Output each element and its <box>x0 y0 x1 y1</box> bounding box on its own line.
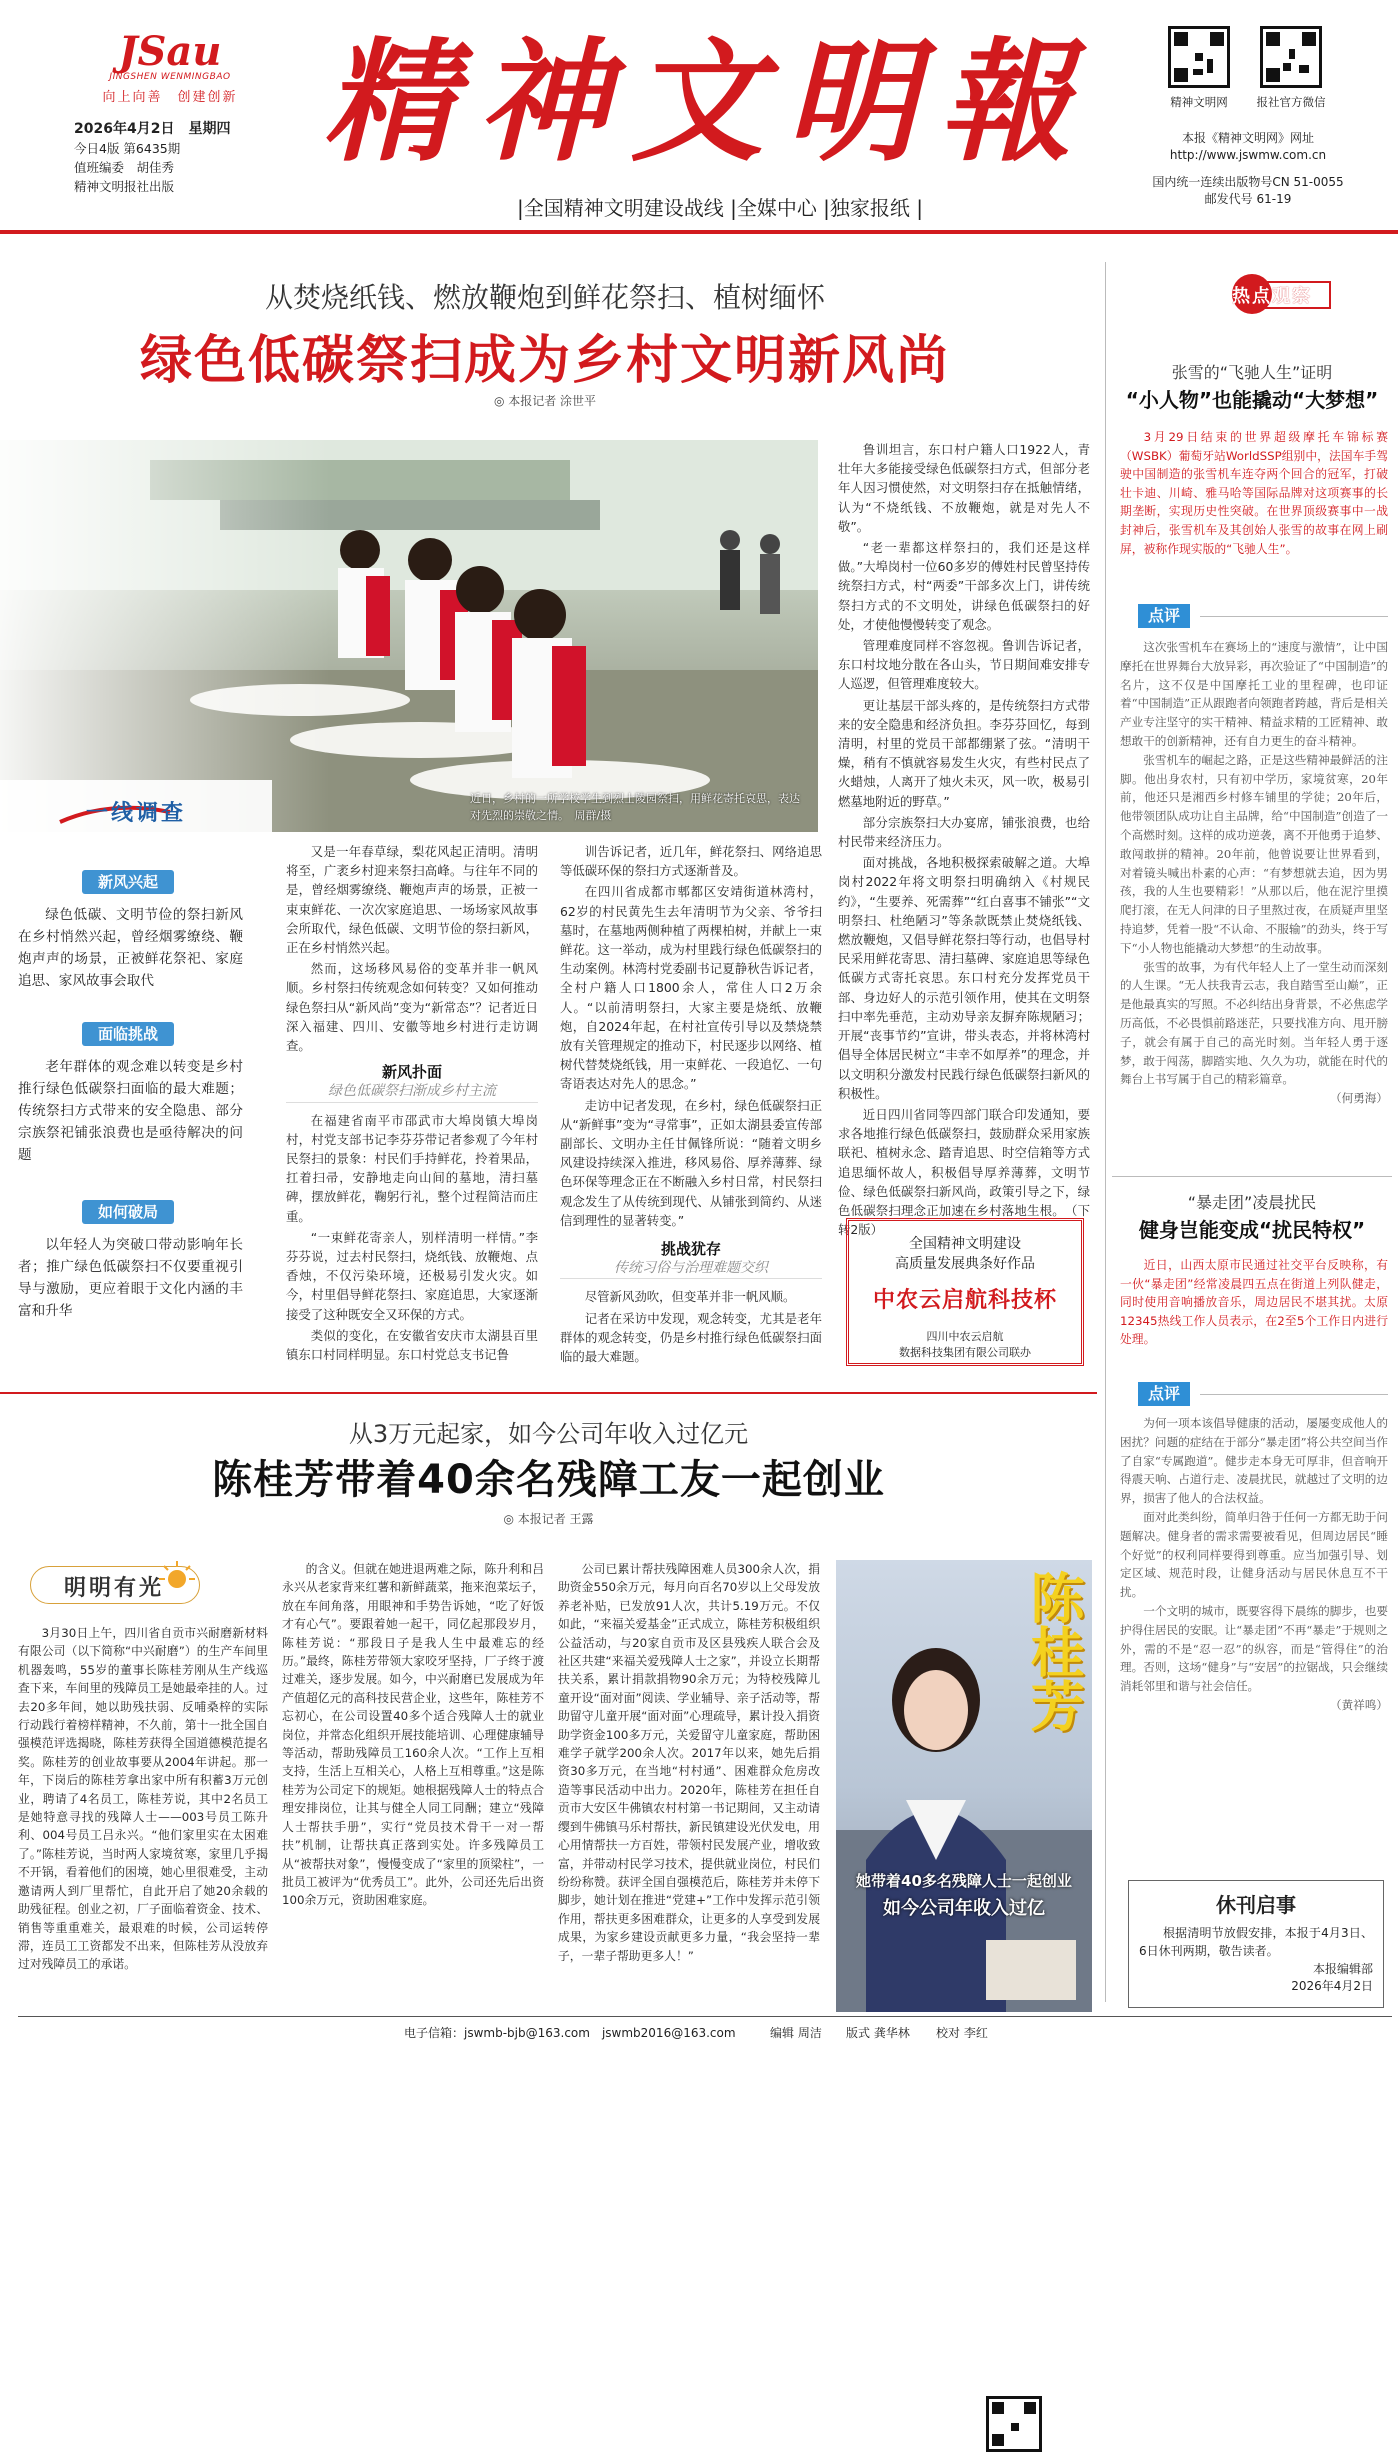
box1-text: 绿色低碳、文明节俭的祭扫新风在乡村悄然兴起，曾经烟雾缭绕、鞭炮声声的场景，正被鲜花祭祀、家庭追思、家风故事会取代 <box>18 907 243 989</box>
sec2-title: 挑战犹存 <box>660 1240 721 1259</box>
paragraph: “老一辈都这样祭扫的，我们还是这样做。”大埠岗村一位60多岁的傅姓村民曾坚持传统祭扫方式，村“两委”干部多次上门，讲传统祭扫方式的不文明处，讲绿色低碳祭扫的好处，才使他慢慢转变了观念。 <box>838 540 1090 632</box>
sponsor-box <box>846 1218 1084 1366</box>
lead-byline: ◎ 本报记者 涂世平 <box>493 394 597 408</box>
sponsor-line2: 高质量发展典条好作品 <box>895 1256 1035 1272</box>
lead-headline: 绿色低碳祭扫成为乡村文明新风尚 <box>139 331 950 391</box>
lead-col-c <box>838 440 1090 1238</box>
qr-code-icon <box>1168 26 1230 88</box>
paragraph: 张雪的故事，为有代年轻人上了一堂生动而深刻的人生课。“无人扶我青云志，我自踏雪至山巅”，正是他最真实的写照。不必纠结出身背景，不必焦虑学历高低，不必畏惧前路迷茫，只要找准方向、甩开膀子，就会有属于自己的高光时刻。当年轻人勇于逐梦，敢于闯荡，脚踏实地、久久为功，就能在时代的舞台上书写属于自己的精彩篇章。 <box>1120 959 1388 1087</box>
sponsor-line1: 全国精神文明建设 <box>909 1236 1021 1252</box>
footer-proofreader: 校对 李红 <box>936 2026 988 2040</box>
notice-box <box>1128 1880 1384 2008</box>
hot-watch-label: 热点观察 <box>1232 286 1312 307</box>
paragraph: “一束鲜花寄亲人，别样清明一样情。”李芬芬说，过去村民祭扫，烧纸钱、放鞭炮、点香烛，不仅污染环境，还极易引发火灾。如今，村里倡导鲜花祭扫、家庭追思，大家逐渐接受了这种既安全又环保的方式。 <box>286 1229 538 1322</box>
ming-tag-label: 明明有光 <box>63 1575 164 1601</box>
qr-wechat-label: 报社官方微信 <box>1256 95 1326 109</box>
second-col-3: 公司已累计帮扶残障困难人员300余人次，捐助资金550余万元，每月向百名70岁以上父母发放养老补贴，已发放91人次，共计5.19万元。不仅如此，“来福关爱基金”正式成立，陈桂芳积极组织公益活动，与20家自贡市及区县残疾人联合会及社区共建“来福关爱残障人士之家”，并设立长期帮扶关系，累计捐款捐物90余万元；为特校残障儿童开设“面对面”阅读、学业辅导、亲子活动等，帮助留守儿童开展“面对面”心理疏导，累计投入捐资助学资金100多万元，关爱留守儿童家庭，帮助困难学子就学200余人次。2017年以来，她先后捐资30多万元，在当地“村村通”、困难群众危房改造等事民活动中出力。2020年，陈桂芳在担任自贡市大安区牛佛镇农村村第一书记期间，又主动请缨到牛佛镇马乐村帮扶，新民镇建设光伏发电，用心用情帮扶一方百姓，带领村民发展产业，增收致富，并带动村民学习技术，提供就业岗位，村民们纷纷称赞。获评全国自强模范后，陈桂芳并未停下脚步，她计划在推进“党建+”工作中发挥示范引领作用，帮扶更多困难群众，让更多的人享受到发展成果，为家乡建设贡献更多力量，“我会坚持一辈子，一辈子帮助更多人！” <box>558 1562 820 1963</box>
topic2-kicker: “暴走团”凌晨扰民 <box>1187 1193 1317 1212</box>
logo <box>80 28 260 105</box>
box2-text: 老年群体的观念难以转变是乡村推行绿色低碳祭扫面临的最大难题；传统祭扫方式带来的安全隐患、部分宗族祭祀铺张浪费也是亟待解决的问题 <box>18 1059 243 1163</box>
top-nav: |全国精神文明建设战线 |全媒中心 |独家报纸 | <box>516 196 924 220</box>
paragraph: 记者在采访中发现，观念转变，尤其是老年群体的观念转变，仍是乡村推行绿色低碳祭扫面临的最大难题。 <box>560 1310 822 1365</box>
comment-2-author: （黄祥鸣） <box>1330 1697 1388 1712</box>
comment-2 <box>1120 1414 1388 1870</box>
sidebar-tag-label: 一线调查 <box>85 800 186 826</box>
cn-number: 国内统一连续出版物号CN 51-0055 <box>1152 175 1344 189</box>
sidebar-tag <box>50 792 220 832</box>
sec1-title: 新风扑面 <box>381 1063 442 1082</box>
newspaper-title: 精神文明報 <box>323 25 1093 180</box>
notice-body: 根据清明节放假安排，本报于4月3日、6日休刊两期，敬告读者。 <box>1139 1926 1373 1958</box>
paragraph: 管理难度同样不容忽视。鲁训告诉记者，东口村坟地分散在各山头，节日期间难安排专人巡逻，但管理难度较大。 <box>838 638 1090 692</box>
qr-code-icon <box>1260 26 1322 88</box>
paragraph: 在福建省南平市邵武市大埠岗镇大埠岗村，村党支部书记李芬芬带记者参观了今年村民祭扫的景象：村民们手持鲜花，拎着果品，扛着扫帚，安静地走向山间的墓地，清扫墓碑，摆放鲜花，鞠躬行礼，整个过程简洁而庄重。 <box>286 1112 538 1224</box>
second-kicker: 从3万元起家，如今公司年收入过亿元 <box>348 1420 749 1448</box>
paragraph: 又是一年春草绿，梨花风起正清明。清明将至，广袤乡村迎来祭扫高峰。与往年不同的是，曾经烟雾缭绕、鞭炮声声的场景，正被一束束鲜花、一次次家庭追思、一场场家风故事会所取代，绿色低碳、文明节俭的祭扫新风，正在乡村悄然兴起。 <box>286 844 538 956</box>
second-headline: 陈桂芳带着40余名残障工友一起创业 <box>212 1457 885 1503</box>
sponsor-org1: 四川中农云启航 <box>926 1330 1004 1343</box>
vertical-divider <box>1105 262 1106 2002</box>
qr-web <box>1163 26 1235 110</box>
box1-title: 新风兴起 <box>82 870 174 894</box>
footer <box>0 2022 1398 2044</box>
photo-name: 陈桂芳 <box>1022 1570 1086 1732</box>
sec1-quote: 绿色低碳祭扫渐成乡村主流 <box>286 1082 538 1102</box>
second-col-1: 3月30日上午，四川省自贡市兴耐磨新材料有限公司（以下简称“中兴耐磨”）的生产车间里机器轰鸣，55岁的董事长陈桂芳刚从生产线巡查下来，车间里的残障员工是她最牵挂的人。过去20多年间，她以助残扶弱、反哺桑梓的实际行动践行着榜样精神，不久前，第十一批全国自强模范评选揭晓，陈桂芳获得全国道德模范提名奖。陈桂芳的创业故事要从2004年讲起。那一年，下岗后的陈桂芳拿出家中所有积蓄3万元创业，聘请了4名员工，陈桂芳说，其中2名员工是她特意寻找的残障人士——003号员工陈升利、004号员工吕永兴。“他们家里实在太困难了。”陈桂芳说，当时两人家境贫寒，家里几乎揭不开锅，看着他们的困境，她心里很难受，主动邀请两人到厂里帮忙，自此开启了她20余载的助残征程。创业之初，厂子面临着资金、技术、销售等重重难关，最艰难的时候，公司运转停滞，连员工工资都发不出来，但陈桂芳从没放弃过对残障员工的承诺。 <box>18 1626 268 1972</box>
post-code: 邮发代号 61-19 <box>1204 192 1292 206</box>
paragraph: 张雪机车的崛起之路，正是这些精神最鲜活的注脚。他出身农村，只有初中学历，家境贫寒，20年前，他还只是湘西乡村修车铺里的学徒；20年后，他带领团队成功让自主品牌，给“中国制造”创造了一个高燃时刻。这样的成功逆袭，离不开他勇于追梦、敢闯敢拼的精神。20年前，他曾说要让世界看到，对着镜头喊出朴素的心声：“有梦想就去追，因为男孩，我的人生也要精彩！”从那以后，他在泥泞里摸爬打滚，在无人问津的日子里熬过夜，在质疑声里坚持追梦，凭着一股“不认命、不服输”的劲头，终于写下“小人物也能撬动大梦想”的生动故事。 <box>1120 752 1388 955</box>
paragraph: 尽管新风劲吹，但变革并非一帆风顺。 <box>584 1289 796 1305</box>
masthead <box>0 0 1398 232</box>
paragraph: 走访中记者发现，在乡村，绿色低碳祭扫正从“新鲜事”变为“寻常事”，正如太湖县委宣传部副部长、文明办主任甘佩锋所说：“随着文明乡风建设持续深入推进，移风易俗、厚养薄葬、绿色环保等理念正在不断融入乡村日常，村民祭扫观念发生了从传统到现代、从铺张到简约、从迷信到理性的显著转变。” <box>560 1097 822 1228</box>
issue-info <box>74 120 284 196</box>
paragraph: 更让基层干部头疼的，是传统祭扫方式带来的安全隐患和经济负担。李芬芬回忆，每到清明，村里的党员干部都绷紧了弦。“清明干燥，稍有不慎就容易发生火灾，有些村民点了火蜡烛，人离开了烛火未灭，风一吹，极易引燃墓地附近的野草。” <box>838 697 1090 809</box>
paragraph: 在四川省成都市郫都区安靖街道林湾村，62岁的村民黄先生去年清明节为父亲、爷爷扫墓时，在墓地两侧种植了两棵柏树，并献上一束鲜花。这一举动，成为村里践行绿色低碳祭扫的生动案例。林湾村党委副书记夏静秋告诉记者，全村户籍人口1800余人，常住人口2万余人。“以前清明祭扫，大家主要是烧纸、放鞭炮，自2024年起，在村社宣传引导以及禁烧禁放有关管理规定的推动下，村民逐步以网络、植树代替焚烧纸钱，用一束鲜花、一段追忆、一句寄语表达对先人的思念。” <box>560 884 822 1092</box>
footer-designer: 版式 龚华林 <box>846 2026 910 2040</box>
issue-date: 2026年4月2日 星期四 <box>74 121 231 137</box>
paragraph: 面对此类纠纷，简单归咎于任何一方都无助于问题解决。健身者的需求需要被看见，但周边居民“睡个好觉”的权利同样要得到尊重。应当加强引导、划定区域、规范时段，让健身活动与居民休息互不干扰。 <box>1120 1509 1388 1600</box>
topic1-body: 3月29日结束的世界超级摩托车锦标赛（WSBK）葡萄牙站WorldSSP组别中，法国车手驾驶中国制造的张雪机车连夺两个回合的冠军，打破壮卡迪、川崎、雅马哈等国际品牌对这项赛事的长期垄断，实现历史性突破。在世界顶级赛事中一战封神后，张雪机车及其创始人张雪的故事在网上刷屏，被称作现实版的“飞驰人生”。 <box>1120 430 1388 556</box>
footer-rule <box>18 2016 1392 2017</box>
topic2-body: 近日，山西太原市民通过社交平台反映称，有一伙“暴走团”经常凌晨四五点在街道上列队健走，同时使用音响播放音乐，周边居民不堪其扰。太原12345热线工作人员表示，在2至5个工作日内进行处理。 <box>1120 1258 1388 1347</box>
masthead-rule <box>0 230 1398 234</box>
second-byline: ◎ 本报记者 王露 <box>503 1512 594 1526</box>
comment-tag-1-rule <box>1200 616 1388 617</box>
paragraph: 面对挑战，各地积极探索破解之道。大埠岗村2022年将文明祭扫明确纳入《村规民约》，“生要养、死需葬”“红白喜事不铺张”“文明祭扫、杜绝陋习”等条款既禁止焚烧纸钱、燃放鞭炮，又倡导鲜花祭扫等行动，也倡导村民采用鲜花寄思、清扫墓碑、家庭追思等绿色低碳方式寄托哀思。东口村充分发挥党员干部、身边好人的示范引领作用，使其在文明祭扫中率先垂范，主动劝导亲友摒弃陈规陋习；开展“丧事节约”宣讲，带头表态，并将林湾村倡导全体居民树立“丰幸不如厚养”的理念，并以文明积分激发村民践行绿色低碳祭扫新风的积极性。 <box>838 855 1090 1101</box>
publisher: 精神文明报社出版 <box>74 179 175 194</box>
box3-title: 如何破局 <box>82 1200 174 1224</box>
qr-code-icon <box>986 2396 1042 2452</box>
paragraph: 类似的变化，在安徽省安庆市太湖县百里镇东口村同样明显。东口村党总支书记鲁 <box>286 1327 538 1363</box>
ming-tag <box>30 1566 200 1604</box>
paragraph: 训告诉记者，近几年，鲜花祭扫、网络追思等低碳环保的祭扫方式逐渐普及。 <box>560 844 822 879</box>
second-col-2: 的含义。但就在她进退两难之际，陈升利和吕永兴从老家背来红薯和新鲜蔬菜，拖来泡菜坛子，放在车间角落，用眼神和手势告诉她，“吃了好饭才有心气”。要跟着她一起干，同亿起那段岁月，陈桂芳说：“那段日子是我人生中最难忘的经历。”最终，陈桂芳带领大家咬牙坚持，厂子终于渡过难关，逐步发展。如今，中兴耐磨已发展成为年产值超亿元的高科技民营企业，这些年，陈桂芳不忘初心，在公司设置40多个适合残障人士的就业岗位，并常态化组织开展技能培训、心理健康辅导等活动，帮助残障员工160余人次。“工作上互相支持，生活上互相关心，人格上互相尊重。”这是陈桂芳为公司定下的规矩。她根据残障人士的特点合理安排岗位，让其与健全人同工同酬；建立“残障人士帮扶手册”，实行“党员技术骨干一对一帮扶”机制，让帮扶真正落到实处。许多残障员工从“被帮扶对象”，慢慢变成了“家里的顶梁柱”，一批员工被评为“优秀员工”。此外，公司还先后出资100余万元，资助困难家庭。 <box>282 1562 544 1908</box>
issue-number: 今日4版 第6435期 <box>74 141 181 156</box>
footer-email: 电子信箱：jswmb-bjb@163.com jswmb2016@163.com <box>404 2026 736 2040</box>
paragraph: 近日四川省同等四部门联合印发通知，要求各地推行绿色低碳祭扫，鼓励群众采用家族联祀、植树永念、踏青追思、时空信箱等方式追思缅怀故人，积极倡导厚养薄葬，文明节俭、绿色低碳祭扫新风尚，政策引导之下，绿色低碳祭扫理念正加速在乡村落地生根。 （下转2版） <box>838 1106 1090 1238</box>
notice-sign: 本报编辑部 <box>1312 1962 1373 1976</box>
photo-scene <box>0 440 818 832</box>
paragraph: 然而，这场移风易俗的变革并非一帆风顺。乡村祭扫传统观念如何转变？又如何推动绿色祭扫从“新风尚”变为“新常态”？记者近日深入福建、四川、安徽等地乡村进行走访调查。 <box>286 961 538 1054</box>
site-info <box>1128 130 1368 164</box>
comment-tag-1: 点评 <box>1138 604 1190 628</box>
paragraph: 为何一项本该倡导健康的活动，屡屡变成他人的困扰？问题的症结在于部分“暴走团”将公共空间当作了自家“专属跑道”。健步走本身无可厚非，但音响开得震天响、占道行走、凌晨扰民，就越过了文明的边界，损害了他人的合法权益。 <box>1120 1416 1388 1506</box>
duty-editor: 值班编委 胡佳秀 <box>74 160 175 175</box>
logo-pinyin: JINGSHEN WENMINGBAO <box>109 72 231 82</box>
comment-1 <box>1120 638 1388 1158</box>
paragraph: 一个文明的城市，既要容得下晨练的脚步，也要护得住居民的安眠。让“暴走团”不再“暴走”于规则之外，需的不是“忍一忍”的纵容，而是“管得住”的治理。否则，这场“健身”与“安居”的拉锯战，只会继续消耗邻里和谐与社会信任。 <box>1120 1603 1388 1694</box>
logo-slogan: 向上向善 创建创新 <box>102 90 238 105</box>
section-rule <box>0 1392 1097 1394</box>
qr-wechat <box>1248 26 1334 110</box>
sec2-quote: 传统习俗与治理难题交织 <box>560 1259 822 1279</box>
comment-tag-2-rule <box>1200 1394 1388 1395</box>
paragraph: 鲁训坦言，东口村户籍人口1922人，青壮年大多能接受绿色低碳祭扫方式，但部分老年人因习惯使然，对文明祭扫存在抵触情绪，认为“不烧纸钱、不放鞭炮，就是对先人不敬”。 <box>838 442 1090 534</box>
notice-date: 2026年4月2日 <box>1291 1979 1373 1993</box>
site-url[interactable]: http://www.jswmw.com.cn <box>1169 148 1327 162</box>
comment-1-author: （何勇海） <box>1330 1091 1388 1106</box>
lead-photo <box>0 440 818 832</box>
paragraph: 这次张雪机车在赛场上的“速度与激情”，让中国摩托在世界舞台大放异彩，再次验证了“中国制造”的名片，这不仅是中国摩托工业的里程碑，也印证着“中国制造”正从跟跑者向领跑者跨越，背后是相关产业专注坚守的实干精神、精益求精的工匠精神、敢想敢干的创新精神，还有自力更生的奋斗精神。 <box>1120 640 1388 748</box>
footer-editor: 编辑 周洁 <box>770 2026 822 2040</box>
lead-col-a <box>286 842 538 1382</box>
photo-caption: 近日，乡村的一所学校学生到烈士陵园祭扫，用鲜花寄托哀思，表达对先烈的崇敬之情。 周群/摄 <box>470 792 800 822</box>
comment-tag-2: 点评 <box>1138 1382 1190 1406</box>
topic1-kicker: 张雪的“飞驰人生”证明 <box>1171 363 1333 382</box>
photo-caption-2: 如今公司年收入过亿 <box>883 1898 1045 1919</box>
box3-text: 以年轻人为突破口带动影响年长者；推广绿色低碳祭扫不仅要重视引导与激励，更应着眼于文化内涵的丰富和升华 <box>18 1237 243 1319</box>
hot-watch-logo <box>1222 272 1332 316</box>
logo-mark: JSau <box>118 28 222 75</box>
site-label: 本报《精神文明网》网址 <box>1181 131 1314 145</box>
topic1-title: “小人物”也能撬动“大梦想” <box>1125 388 1379 412</box>
topic2-title: 健身岂能变成“扰民特权” <box>1138 1218 1366 1242</box>
photo-caption-1: 她带着40多名残障人士一起创业 <box>856 1872 1072 1890</box>
sponsor-org2: 数据科技集团有限公司联办 <box>899 1346 1031 1359</box>
sponsor-brand: 中农云启航科技杯 <box>872 1288 1057 1313</box>
right-divider <box>1112 1176 1392 1177</box>
lead-col-b <box>560 842 822 1382</box>
box2-title: 面临挑战 <box>82 1022 174 1046</box>
lead-kicker: 从焚烧纸钱、燃放鞭炮到鲜花祭扫、植树缅怀 <box>264 281 825 314</box>
paragraph: 部分宗族祭扫大办宴席，铺张浪费，也给村民带来经济压力。 <box>838 814 1090 850</box>
second-photo <box>836 1560 1092 2012</box>
lead-sidebar <box>0 780 272 1370</box>
sun-icon <box>157 1559 197 1599</box>
qr-web-label: 精神文明网 <box>1170 95 1228 109</box>
publication-codes <box>1128 174 1368 208</box>
notice-title: 休刊启事 <box>1216 1893 1296 1917</box>
